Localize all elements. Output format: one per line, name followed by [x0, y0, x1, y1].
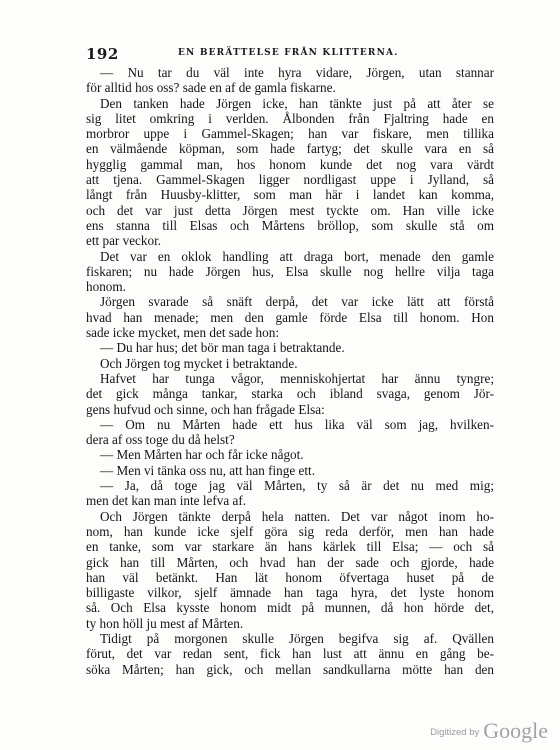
text-line: — Men vi tänka oss nu, att han finge ett.: [100, 462, 315, 478]
text-line: Och Jörgen tog mycket i betraktande.: [100, 355, 298, 371]
text-line: han väl betänkt. Han lät honom öfvertaga huset på de: [86, 569, 494, 585]
google-logo: Google: [483, 718, 548, 743]
text-line: men det kan man inte lefva af.: [86, 493, 247, 509]
text-line: ty hon höll ju mest af Mårten.: [86, 615, 244, 631]
page-number: 192: [86, 45, 119, 63]
text-line: hygglig gammal man, hos honom kunde det nog vara värdt: [86, 156, 494, 172]
text-line: Den tanken hade Jörgen icke, han tänkte just på att åter se: [100, 95, 494, 111]
text-line: gick han till Mårten, och hvad han der sade och gjorde, hade: [86, 554, 494, 570]
text-line: gens hufvud och sinne, och han frågade Elsa:: [86, 401, 325, 417]
text-line: — Om nu Mårten hade ett hus lika väl som jag, hvilken-: [100, 416, 494, 432]
text-line: ett par veckor.: [86, 233, 162, 249]
watermark-prefix: Digitized by: [430, 727, 480, 738]
text-line: för alltid hos oss? sade en af de gamla fiskarne.: [86, 80, 336, 96]
text-line: billigaste vilkor, sjelf ämnade han taga hyra, det lyste honom: [86, 585, 494, 601]
text-line: att tjena. Gammel-Skagen ligger nordligast uppe i Jylland, så: [86, 172, 494, 188]
text-line: Och Jörgen tänkte derpå hela natten. Det var något inom ho-: [100, 508, 494, 524]
text-line: nom, han kunde icke sjelf göra sig reda derför, men han hade: [86, 523, 494, 539]
text-line: dera af oss toge du då helst?: [86, 432, 235, 448]
text-line: — Men Mårten har och får icke något.: [100, 447, 304, 463]
text-line: — Ja, då toge jag väl Mårten, ty så är det nu med mig;: [100, 478, 494, 494]
text-line: Hafvet har tunga vågor, menniskohjertat har ännu tyngre;: [100, 370, 494, 386]
running-title: EN BERÄTTELSE FRÅN KLITTERNA.: [178, 48, 399, 58]
text-line: — Du har hus; det bör man taga i betraktande.: [100, 340, 345, 356]
body-text: [86, 65, 494, 677]
text-line: sade icke mycket, men det sade hon:: [86, 325, 279, 341]
text-line: en välmående köpman, som hade fartyg; det skulle vara en så: [86, 141, 494, 157]
text-line: söka Mårten; han gick, och mellan sandkullarna mötte han den: [86, 661, 494, 677]
text-line: morbror uppe i Gammel-Skagen; han var fiskare, men tillika: [86, 126, 494, 142]
text-line: ens stanna till Elsas och Mårtens bröllop, som skulle stå om: [86, 217, 494, 233]
text-line: sig litet omkring i verlden. Ålbonden från Fjaltring hade en: [86, 110, 494, 126]
text-line: långt från Huusby-klitter, som man här i landet kan komma,: [86, 187, 494, 203]
text-line: förut, det var redan sent, fick han lust att ännu en gång be-: [86, 646, 494, 662]
text-line: en tanke, som var starkare än hans kärlek till Elsa; — och så: [86, 539, 494, 555]
text-line: det gick många tankar, starka och ibland svaga, genom Jör-: [86, 386, 494, 402]
digitization-watermark: [430, 718, 548, 742]
text-line: fiskaren; nu hade Jörgen hus, Elsa skulle nog hellre vilja taga: [86, 263, 494, 279]
text-line: och det var just detta Jörgen mest tyckte om. Han ville icke: [86, 202, 494, 218]
page-header: [86, 45, 494, 63]
text-line: hvad han menade; men den gamle förde Elsa till honom. Hon: [86, 309, 494, 325]
text-line: honom.: [86, 279, 126, 295]
text-line: så. Och Elsa kysste honom midt på munnen, då hon hörde det,: [86, 600, 494, 616]
text-line: — Nu tar du väl inte hyra vidare, Jörgen, utan stannar: [100, 65, 494, 80]
text-line: Det var en oklok handling att draga bort, menade den gamle: [100, 248, 494, 264]
text-line: Jörgen svarade så snäft derpå, det var icke lätt att förstå: [100, 294, 494, 310]
text-line: Tidigt på morgonen skulle Jörgen begifva sig af. Qvällen: [100, 630, 494, 646]
